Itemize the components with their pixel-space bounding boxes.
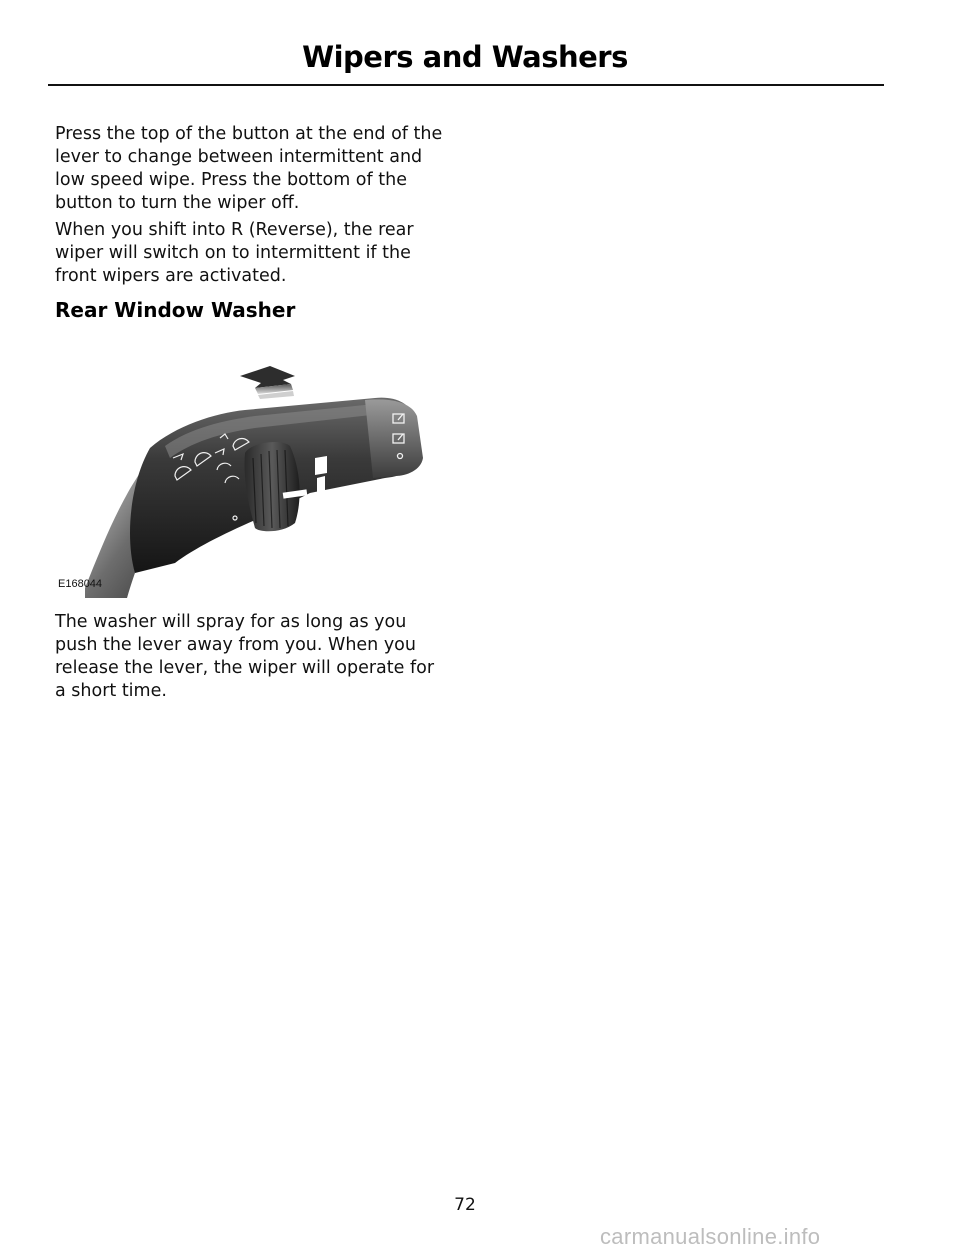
paragraph-washer-spray: The washer will spray for as long as you push the lever away from you. When you release the lever, the wiper will operate for a short time. [55,612,435,701]
figure-code: E168044 [58,578,103,590]
push-direction-arrow-icon [240,366,295,399]
page-title: Wipers and Washers [302,40,628,74]
watermark: carmanualsonline.info [600,1224,821,1249]
page-number: 72 [454,1195,476,1215]
wiper-stalk-illustration [55,358,450,598]
section-heading-rear-window-washer: Rear Window Washer [55,298,296,322]
paragraph-reverse-gear: When you shift into R (Reverse), the rear wiper will switch on to intermittent if the front wipers are activated. [55,220,414,286]
header-divider [48,84,884,86]
paragraph-button-function: Press the top of the button at the end of the lever to change between intermittent and low speed wipe. Press the bottom of the button to turn the wiper off. [55,124,443,213]
